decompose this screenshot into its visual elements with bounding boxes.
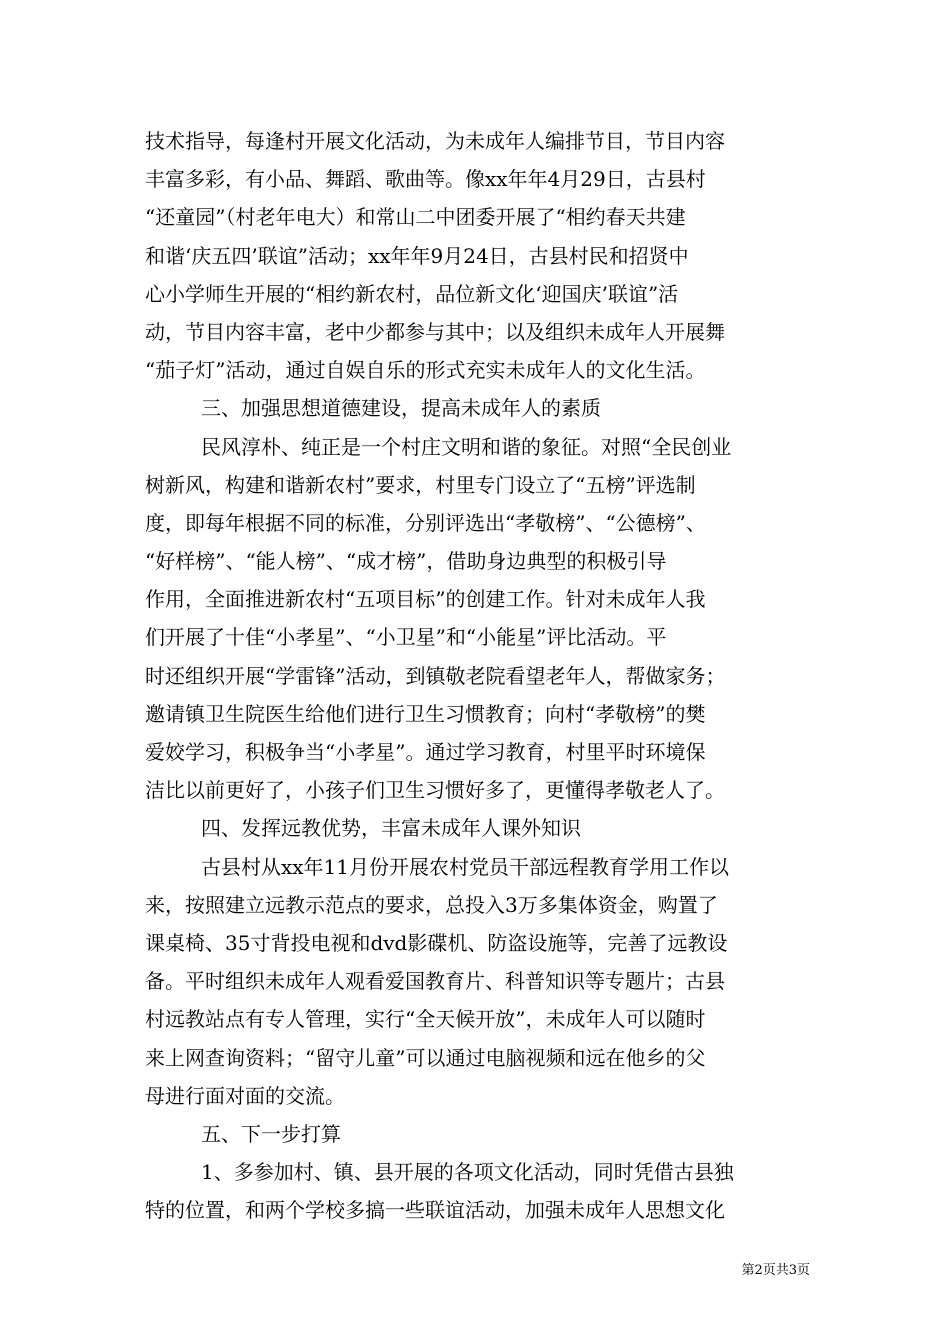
section-heading: 四、发挥远教优势，丰富未成年人课外知识 <box>201 816 581 841</box>
text-line: 特的位置，和两个学校多搞一些联谊活动，加强未成年人思想文化 <box>145 1198 725 1223</box>
text-line: 来，按照建立远教示范点的要求，总投入3万多集体资金，购置了 <box>145 892 718 917</box>
text-line: 们开展了十佳“小孝星”、“小卫星”和“小能星”评比活动。平 <box>145 625 667 650</box>
text-line: “还童园”（村老年电大）和常山二中团委开展了“相约春天共建 <box>145 205 686 230</box>
text-line: 树新风，构建和谐新农村”要求，村里专门设立了“五榜”评选制 <box>145 472 696 497</box>
text-line: 度，即每年根据不同的标准，分别评选出“孝敬榜”、“公德榜”、 <box>145 510 706 535</box>
document-body <box>145 122 815 1229</box>
text-line: “好样榜”、“能人榜”、“成才榜”，借助身边典型的积极引导 <box>145 549 667 574</box>
text-line: 村远教站点有专人管理，实行“全天候开放”，未成年人可以随时 <box>145 1007 706 1032</box>
text-line: 邀请镇卫生院医生给他们进行卫生习惯教育；向村“孝敬榜”的樊 <box>145 701 706 726</box>
text-line: 和谐‘庆五四’联谊”活动；xx年年9月24日，古县村民和招贤中 <box>145 243 689 268</box>
text-line: 母进行面对面的交流。 <box>145 1083 345 1108</box>
page-number: 第2页共3页 <box>741 1263 810 1278</box>
text-line: 1、多参加村、镇、县开展的各项文化活动，同时凭借古县独 <box>201 1160 734 1185</box>
section-heading: 五、下一步打算 <box>201 1121 341 1146</box>
text-line: 备。平时组织未成年人观看爱国教育片、科普知识等专题片；古县 <box>145 969 725 994</box>
section-heading: 三、加强思想道德建设，提高未成年人的素质 <box>201 396 601 421</box>
text-line: 来上网查询资料；“留守儿童”可以通过电脑视频和远在他乡的父 <box>145 1045 706 1070</box>
text-line: 古县村从xx年11月份开展农村党员干部远程教育学用工作以 <box>201 854 730 879</box>
text-line: 作用，全面推进新农村“五项目标”的创建工作。针对未成年人我 <box>145 587 706 612</box>
text-line: 心小学师生开展的“相约新农村，品位新文化‘迎国庆’联谊”活 <box>145 281 679 306</box>
text-line: 民风淳朴、纯正是一个村庄文明和谐的象征。对照“全民创业 <box>201 434 732 459</box>
text-line: 课桌椅、35寸背投电视和dvd影碟机、防盗设施等，完善了远教设 <box>145 930 728 955</box>
text-line: 技术指导，每逢村开展文化活动，为未成年人编排节目，节目内容 <box>145 129 725 153</box>
text-line: 时还组织开展“学雷锋”活动，到镇敬老院看望老年人，帮做家务； <box>145 663 726 688</box>
text-line: “茄子灯”活动，通过自娱自乐的形式充实未成年人的文化生活。 <box>145 358 706 383</box>
text-line: 丰富多彩，有小品、舞蹈、歌曲等。像xx年年4月29日，古县村 <box>145 167 706 192</box>
text-line: 动，节目内容丰富，老中少都参与其中；以及组织未成年人开展舞 <box>145 319 725 344</box>
text-line: 爱姣学习，积极争当“小孝星”。通过学习教育，村里平时环境保 <box>145 740 706 764</box>
text-line: 洁比以前更好了，小孩子们卫生习惯好多了，更懂得孝敬老人了。 <box>145 778 725 803</box>
